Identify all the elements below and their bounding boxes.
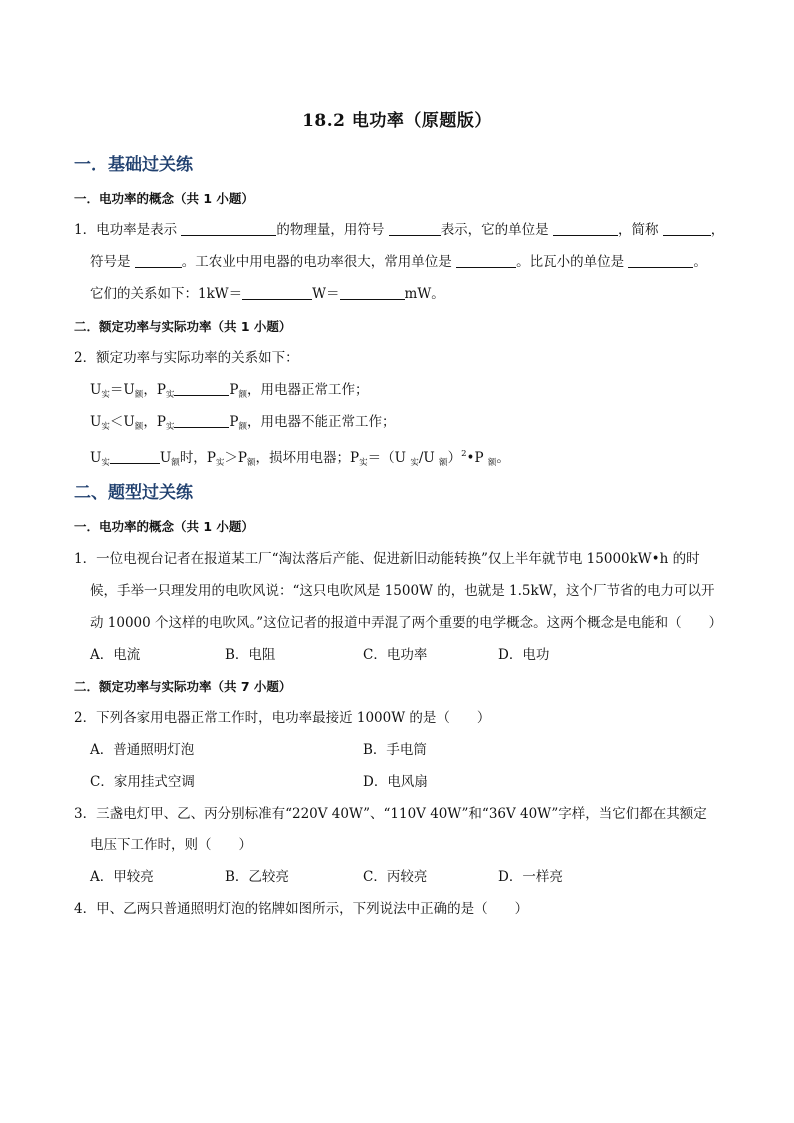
p2-question-2-options-row-1 xyxy=(0,740,794,760)
p2-question-1-options xyxy=(0,645,794,665)
section-heading-practice: 二、题型过关练 xyxy=(74,483,193,503)
answer-blank[interactable] xyxy=(135,253,182,268)
answer-blank[interactable] xyxy=(663,221,711,236)
relation-greater: $U_实$ $U_额$时，$P_实>P_额$，损坏用电器；$P_实=(U$ $_实$/U $_额$）$^2$•P $_额$。 xyxy=(90,449,510,468)
relation-less: $U_实<U_额$，$P_实$ $P_额$，用电器不能正常工作； xyxy=(90,414,396,432)
p2-question-1-line-2: 候，手举一只理发用的电吹风说：“这只电吹风是 1500W 的，也就是 1.5kW，这个厂节省的电力可以开 xyxy=(90,583,715,599)
option-b[interactable]: B．手电筒 xyxy=(363,742,427,758)
option-b[interactable]: B．电阻 xyxy=(225,647,276,663)
topic-heading-power-concept-2: 一．电功率的概念（共 1 小题） xyxy=(74,519,254,534)
question-1-line-2: 符号是 。工农业中用电器的电功率很大，常用单位是 。比瓦小的单位是 。 xyxy=(90,254,707,270)
option-d[interactable]: D．一样亮 xyxy=(498,869,563,885)
question-1-line-3: 它们的关系如下：1kW＝ W＝ mW。 xyxy=(90,286,445,302)
p2-question-4-stem: 4．甲、乙两只普通照明灯泡的铭牌如图所示，下列说法中正确的是（ ） xyxy=(74,901,529,917)
p2-question-1-line-3: 动 10000 个这样的电吹风。”这位记者的报道中弄混了两个重要的电学概念。这两个概念是电能和（ ） xyxy=(90,615,723,631)
section-heading-basic: 一．基础过关练 xyxy=(74,155,193,175)
question-1-line-1: 1．电功率是表示 的物理量，用符号 表示，它的单位是 ，简称 ， xyxy=(74,222,725,238)
answer-blank[interactable] xyxy=(340,285,405,300)
option-c[interactable]: C．丙较亮 xyxy=(363,869,428,885)
p2-question-3-options xyxy=(0,867,794,887)
answer-blank[interactable] xyxy=(174,413,229,428)
answer-blank[interactable] xyxy=(181,221,276,236)
relation-equal: $U_实=U_额$，$P_实$ $P_额$，用电器正常工作； xyxy=(90,382,369,400)
question-2-intro: 2．额定功率与实际功率的关系如下： xyxy=(74,350,299,366)
option-a[interactable]: A．普通照明灯泡 xyxy=(90,742,195,758)
option-a[interactable]: A．电流 xyxy=(90,647,141,663)
answer-blank[interactable] xyxy=(553,221,618,236)
topic-heading-rated-actual-2: 二．额定功率与实际功率（共 7 小题） xyxy=(74,679,292,694)
topic-heading-rated-actual: 二．额定功率与实际功率（共 1 小题） xyxy=(74,319,292,334)
option-d[interactable]: D．电功 xyxy=(498,647,550,663)
option-d[interactable]: D．电风扇 xyxy=(363,774,428,790)
answer-blank[interactable] xyxy=(242,285,312,300)
p2-question-2-options-row-2 xyxy=(0,772,794,792)
p2-question-1-line-1: 1．一位电视台记者在报道某工厂“淘汰落后产能、促进新旧动能转换”仅上半年就节电 15000kW•h 的时 xyxy=(74,551,700,567)
option-c[interactable]: C．电功率 xyxy=(363,647,428,663)
topic-heading-power-concept: 一．电功率的概念（共 1 小题） xyxy=(74,191,254,206)
answer-blank[interactable] xyxy=(456,253,516,268)
page-title: 18.2 电功率（原题版） xyxy=(302,111,492,131)
p2-question-3-line-2: 电压下工作时，则（ ） xyxy=(90,837,252,853)
answer-blank[interactable] xyxy=(110,449,160,464)
answer-blank[interactable] xyxy=(389,221,441,236)
answer-blank[interactable] xyxy=(174,381,229,396)
p2-question-2-stem: 2．下列各家用电器正常工作时，电功率最接近 1000W 的是（ ） xyxy=(74,710,491,726)
answer-blank[interactable] xyxy=(628,253,693,268)
option-a[interactable]: A．甲较亮 xyxy=(90,869,154,885)
option-b[interactable]: B．乙较亮 xyxy=(225,869,289,885)
p2-question-3-line-1: 3．三盏电灯甲、乙、丙分别标准有“220V 40W”、“110V 40W”和“36V 40W”字样，当它们都在其额定 xyxy=(74,806,707,822)
option-c[interactable]: C．家用挂式空调 xyxy=(90,774,195,790)
